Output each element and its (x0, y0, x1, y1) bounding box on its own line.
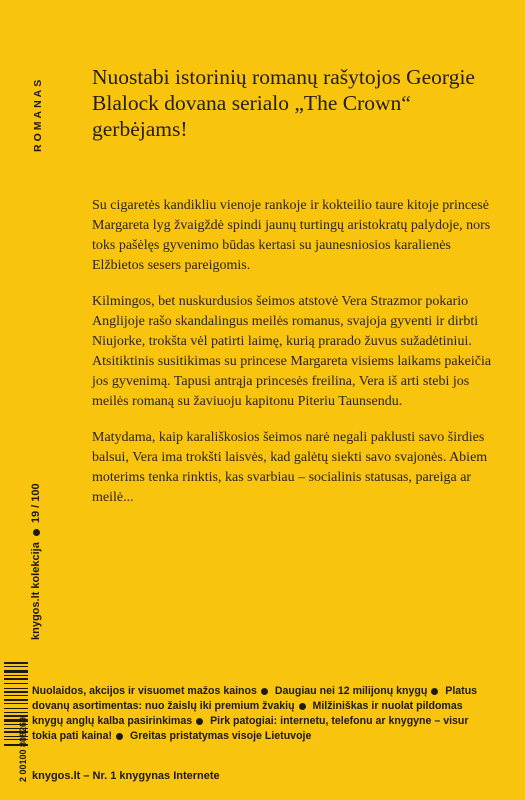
promo-text (32, 684, 492, 744)
promo-item: Pirk patogiai: internetu, telefonu ar knygyne – visur tokia pati kaina! (32, 715, 469, 742)
collection-name: knygos.lt kolekcija (30, 542, 42, 640)
bullet-icon (33, 529, 40, 536)
barcode-bar (4, 695, 28, 696)
barcode-bar (4, 688, 28, 689)
store-footer: knygos.lt – Nr. 1 knygynas Internete (32, 770, 220, 782)
genre-label: ROMANAS (32, 76, 44, 152)
promo-item: Greitas pristatymas visoje Lietuvoje (130, 730, 312, 742)
blurb-paragraph: Kilmingos, bet nuskurdusios šeimos atstovė Vera Strazmor pokario Anglijoje rašo skandalingus meilės romanus, svajoja gyventi ir dirbti Niujorke, trokšta vėl patirti laimę, kurią prarado žuvus sužadėtiniui. Atsitiktinis susitikimas su princese Margareta visiems laikams pakeičia jos gyvenimą. Tapusi antrąja princesės freilina, Vera iš arti stebi jos meilės romaną su žaviuoju kapitonu Piteriu Taunsendu. (92, 294, 492, 409)
bullet-icon (261, 688, 268, 695)
bullet-icon (299, 703, 306, 710)
blurb (92, 196, 497, 524)
barcode-bar (4, 662, 28, 664)
barcode-bar (4, 699, 28, 701)
bullet-icon (431, 688, 438, 695)
barcode-bar (4, 691, 28, 693)
collection-number: 19 / 100 (30, 483, 42, 524)
barcode-digits: 2 00100 808269 (18, 716, 28, 782)
promo-item: Platus dovanų asortimentas: nuo žaislų iki premium žvakių (32, 685, 478, 712)
blurb-paragraph: Su cigaretės kandikliu vienoje rankoje ir kokteilio taure kitoje princesė Margareta lyg žvaigždė spindi jaunų turtingų aristokratų palydoje, nors toks pašėlęs gyvenimo būdas kertasi su jaunesniosios karalienės Elžbietos sesers pareigomis. (92, 198, 491, 273)
barcode-bar (4, 670, 28, 673)
promo-item: Nuolaidos, akcijos ir visuomet mažos kainos (32, 685, 257, 697)
bullet-icon (116, 733, 123, 740)
barcode-bar (4, 703, 28, 704)
barcode-bar (4, 683, 28, 684)
bullet-icon (196, 718, 203, 725)
barcode-bar (4, 675, 28, 676)
barcode-bar (4, 712, 28, 713)
headline: Nuostabi istorinių romanų rašytojos Georgie Blalock dovana serialo „The Crown“ gerbėjams! (92, 65, 475, 141)
barcode-bar (4, 666, 28, 667)
barcode-bar (4, 678, 28, 680)
collection-label (30, 483, 42, 640)
promo-item: Daugiau nei 12 milijonų knygų (274, 685, 428, 697)
blurb-paragraph: Matydama, kaip karališkosios šeimos narė negali paklusti savo širdies balsui, Vera ima trokšti laisvės, kad galėtų siekti savo svajonės. Abiem moterims tenka rinktis, kas svarbiau – socialinis statusas, pareiga ar meilė... (92, 430, 488, 505)
promo-item: Milžiniškas ir nuolat pildomas knygų anglų kalba pasirinkimas (32, 700, 463, 727)
barcode-bar (4, 708, 28, 709)
